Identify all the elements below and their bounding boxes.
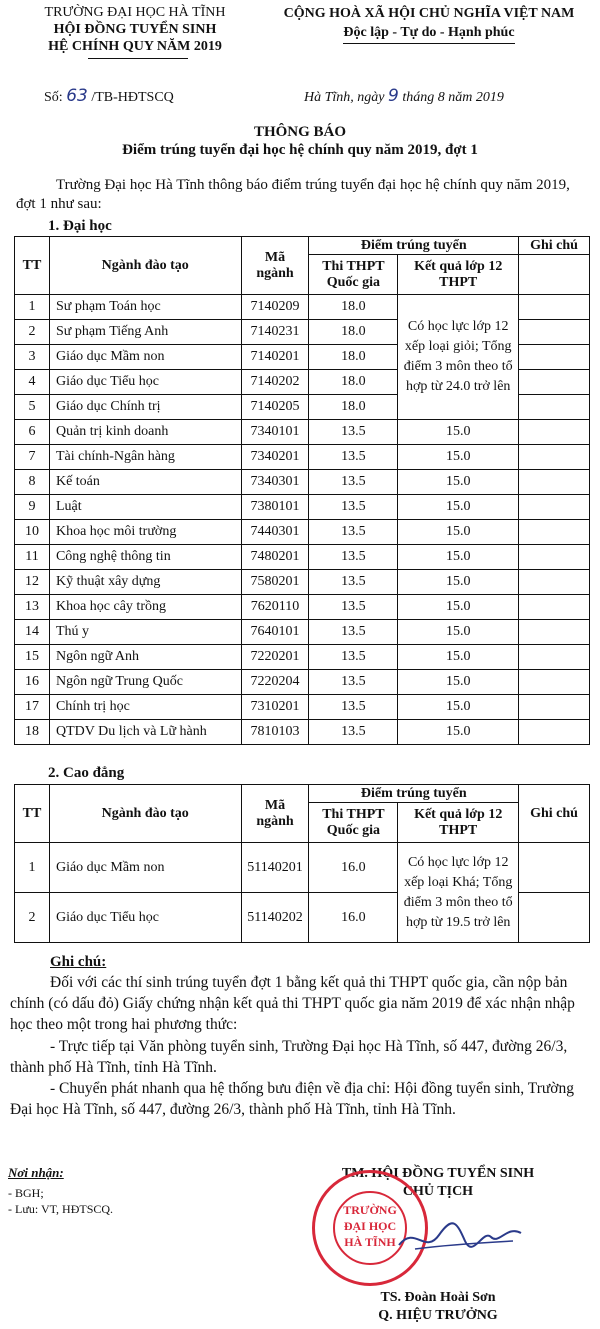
nganh-cell: Kỹ thuật xây dựng [49, 570, 241, 595]
col-ghi-chu-sub [519, 255, 590, 295]
col-nganh: Ngành đào tạo [49, 237, 241, 295]
doc-number-suffix: /TB-HĐTSCQ [91, 90, 174, 105]
nganh-cell: Ngôn ngữ Anh [49, 645, 241, 670]
tt-cell: 6 [15, 420, 50, 445]
nganh-cell: Công nghệ thông tin [49, 545, 241, 570]
ghichu-cell [519, 545, 590, 570]
ketqua-cell: 15.0 [398, 595, 519, 620]
thpt-cell: 13.5 [309, 645, 398, 670]
ghichu-cell [519, 320, 590, 345]
signature-role: CHỦ TỊCH [402, 1184, 474, 1199]
col-diem-trung-tuyen: Điểm trúng tuyển [309, 237, 519, 255]
nganh-cell: Giáo dục Tiểu học [49, 370, 241, 395]
tt-cell: 7 [15, 445, 50, 470]
ma-cell: 7310201 [241, 695, 309, 720]
ketqua-cell: 15.0 [398, 545, 519, 570]
col-ket-qua-lop12: Kết quả lớp 12 THPT [398, 255, 519, 295]
col-ma-nganh: Mã ngành [241, 785, 309, 843]
ketqua-cell: 15.0 [398, 720, 519, 745]
thpt-cell: 16.0 [309, 843, 398, 893]
ghichu-cell [519, 645, 590, 670]
tt-cell: 17 [15, 695, 50, 720]
ma-cell: 7810103 [241, 720, 309, 745]
tt-cell: 10 [15, 520, 50, 545]
document-subtitle: Điểm trúng tuyển đại học hệ chính quy năm 2019, đợt 1 [122, 142, 478, 158]
table-row [15, 670, 590, 695]
col-nganh: Ngành đào tạo [49, 785, 241, 843]
thpt-cell: 13.5 [309, 570, 398, 595]
doc-number-handwritten: 63 [66, 86, 88, 106]
thpt-cell: 13.5 [309, 720, 398, 745]
signer-name: TS. Đoàn Hoài Sơn [380, 1290, 496, 1305]
thpt-cell: 13.5 [309, 520, 398, 545]
ketqua-cell: 15.0 [398, 620, 519, 645]
ghichu-cell [519, 345, 590, 370]
table-row [15, 545, 590, 570]
thpt-cell: 18.0 [309, 320, 398, 345]
section-college-heading: 2. Cao đẳng [48, 765, 125, 781]
ghichu-cell [519, 595, 590, 620]
thpt-cell: 13.5 [309, 595, 398, 620]
tt-cell: 14 [15, 620, 50, 645]
ghichu-cell [519, 695, 590, 720]
table-row [15, 520, 590, 545]
thpt-cell: 13.5 [309, 620, 398, 645]
tt-cell: 18 [15, 720, 50, 745]
tt-cell: 3 [15, 345, 50, 370]
nganh-cell: QTDV Du lịch và Lữ hành [49, 720, 241, 745]
nganh-cell: Giáo dục Mầm non [49, 843, 241, 893]
ketqua-cell: 15.0 [398, 470, 519, 495]
nganh-cell: Giáo dục Mầm non [49, 345, 241, 370]
thpt-cell: 13.5 [309, 670, 398, 695]
council-scope: HỆ CHÍNH QUY NĂM 2019 [48, 39, 222, 54]
ma-cell: 7440301 [241, 520, 309, 545]
ma-cell: 7220204 [241, 670, 309, 695]
tt-cell: 1 [15, 843, 50, 893]
nganh-cell: Khoa học môi trường [49, 520, 241, 545]
ghichu-cell [519, 670, 590, 695]
ma-cell: 7340301 [241, 470, 309, 495]
ghichu-cell [519, 295, 590, 320]
col-diem-trung-tuyen: Điểm trúng tuyển [309, 785, 519, 803]
nation-name: CỘNG HOÀ XÃ HỘI CHỦ NGHĨA VIỆT NAM [283, 6, 575, 21]
ma-cell: 7220201 [241, 645, 309, 670]
recipient-item: - Lưu: VT, HĐTSCQ. [8, 1202, 114, 1216]
ghichu-cell [519, 395, 590, 420]
recipient-item: - BGH; [8, 1186, 44, 1200]
college-scores-table [14, 784, 590, 943]
tt-cell: 2 [15, 893, 50, 943]
ghichu-cell [519, 720, 590, 745]
notes-paragraph-1: Đối với các thí sinh trúng tuyển đợt 1 bằng kết quả thi THPT quốc gia, cần nộp bản chính (có dấu đỏ) Giấy chứng nhận kết quả thi THPT quốc gia năm 2019 để xác nhận nhập học theo một trong hai phương thức: [10, 974, 575, 1033]
table-row [15, 295, 590, 320]
ghichu-cell [519, 370, 590, 395]
ma-cell: 7640101 [241, 620, 309, 645]
tt-cell: 12 [15, 570, 50, 595]
table-row [15, 570, 590, 595]
nganh-cell: Chính trị học [49, 695, 241, 720]
ketqua-cell: 15.0 [398, 445, 519, 470]
ghichu-cell [519, 495, 590, 520]
tt-cell: 15 [15, 645, 50, 670]
ketqua-cell: 15.0 [398, 645, 519, 670]
thpt-cell: 16.0 [309, 893, 398, 943]
document-date [304, 86, 504, 106]
ma-cell: 7620110 [241, 595, 309, 620]
nganh-cell: Ngôn ngữ Trung Quốc [49, 670, 241, 695]
ketqua-cell: 15.0 [398, 495, 519, 520]
tt-cell: 13 [15, 595, 50, 620]
col-thi-thpt: Thi THPT Quốc gia [309, 255, 398, 295]
tt-cell: 1 [15, 295, 50, 320]
stamp-text: HÀ TĨNH [344, 1235, 396, 1249]
national-header [258, 4, 600, 44]
college-merged-note: Có học lực lớp 12 xếp loại Khá; Tổng điểm 3 môn theo tổ hợp từ 19.5 trở lên [398, 843, 519, 943]
col-ket-qua-lop12: Kết quả lớp 12 THPT [398, 803, 519, 843]
tt-cell: 5 [15, 395, 50, 420]
ma-cell: 7380101 [241, 495, 309, 520]
table-row [15, 720, 590, 745]
notes-paragraph-3: - Chuyển phát nhanh qua hệ thống bưu điện về địa chỉ: Hội đồng tuyển sinh, Trường Đại học Hà Tĩnh, số 447, đường 26/3, thành phố Hà Tĩnh, tỉnh Hà Tĩnh. [10, 1080, 574, 1118]
issuer-block [0, 4, 270, 55]
handwritten-signature [395, 1215, 525, 1260]
thpt-cell: 18.0 [309, 345, 398, 370]
nganh-cell: Sư phạm Toán học [49, 295, 241, 320]
tt-cell: 16 [15, 670, 50, 695]
nganh-cell: Sư phạm Tiếng Anh [49, 320, 241, 345]
doc-number-label: Số: [44, 90, 63, 105]
col-ghi-chu: Ghi chú [519, 785, 590, 843]
nganh-cell: Quản trị kinh doanh [49, 420, 241, 445]
ketqua-cell: 15.0 [398, 420, 519, 445]
table-row [15, 470, 590, 495]
tt-cell: 8 [15, 470, 50, 495]
col-ghi-chu: Ghi chú [519, 237, 590, 255]
ma-cell: 7140209 [241, 295, 309, 320]
table-row [15, 695, 590, 720]
ghichu-cell [519, 520, 590, 545]
council-name: HỘI ĐỒNG TUYỂN SINH [53, 22, 217, 37]
thpt-cell: 13.5 [309, 420, 398, 445]
nganh-cell: Luật [49, 495, 241, 520]
ma-cell: 51140202 [241, 893, 309, 943]
ma-cell: 7140201 [241, 345, 309, 370]
date-suffix: tháng 8 năm 2019 [402, 90, 504, 105]
ma-cell: 7140205 [241, 395, 309, 420]
issuer-underline [88, 58, 188, 59]
section-university-heading: 1. Đại học [48, 218, 112, 234]
nganh-cell: Khoa học cây trồng [49, 595, 241, 620]
ghichu-cell [519, 470, 590, 495]
thpt-cell: 13.5 [309, 545, 398, 570]
ghichu-cell [519, 620, 590, 645]
date-prefix: Hà Tĩnh, ngày [304, 90, 385, 105]
table-row [15, 445, 590, 470]
national-motto: Độc lập - Tự do - Hạnh phúc [343, 23, 514, 44]
tt-cell: 4 [15, 370, 50, 395]
ma-cell: 7340201 [241, 445, 309, 470]
tt-cell: 2 [15, 320, 50, 345]
ghichu-cell [519, 843, 590, 893]
table-row [15, 645, 590, 670]
col-ma-nganh: Mã ngành [241, 237, 309, 295]
col-thi-thpt: Thi THPT Quốc gia [309, 803, 398, 843]
recipients-heading: Nơi nhận: [8, 1165, 64, 1180]
ketqua-cell: 15.0 [398, 695, 519, 720]
table-row [15, 495, 590, 520]
thpt-cell: 13.5 [309, 695, 398, 720]
table-row [15, 620, 590, 645]
nganh-cell: Giáo dục Tiểu học [49, 893, 241, 943]
tt-cell: 11 [15, 545, 50, 570]
nganh-cell: Thú y [49, 620, 241, 645]
table-row [15, 595, 590, 620]
ma-cell: 7140231 [241, 320, 309, 345]
university-scores-table [14, 236, 590, 745]
thpt-cell: 18.0 [309, 295, 398, 320]
thpt-cell: 18.0 [309, 395, 398, 420]
notes-paragraph-2: - Trực tiếp tại Văn phòng tuyển sinh, Trường Đại học Hà Tĩnh, số 447, đường 26/3, thành phố Hà Tĩnh, tỉnh Hà Tĩnh. [10, 1038, 568, 1076]
thpt-cell: 13.5 [309, 495, 398, 520]
ghichu-cell [519, 445, 590, 470]
ketqua-cell: 15.0 [398, 670, 519, 695]
ghichu-cell [519, 893, 590, 943]
ma-cell: 51140201 [241, 843, 309, 893]
ketqua-cell: 15.0 [398, 520, 519, 545]
ketqua-cell: 15.0 [398, 570, 519, 595]
date-day-handwritten: 9 [388, 86, 399, 106]
stamp-text: TRƯỜNG [343, 1203, 397, 1217]
signature-title: TM. HỘI ĐỒNG TUYỂN SINH [341, 1166, 535, 1181]
notes-heading: Ghi chú: [50, 954, 107, 970]
nganh-cell: Tài chính-Ngân hàng [49, 445, 241, 470]
tt-cell: 9 [15, 495, 50, 520]
document-title: THÔNG BÁO [253, 124, 347, 140]
nganh-cell: Giáo dục Chính trị [49, 395, 241, 420]
stamp-text: ĐẠI HỌC [343, 1219, 397, 1233]
intro-paragraph: Trường Đại học Hà Tĩnh thông báo điểm trúng tuyển đại học hệ chính quy năm 2019, đợt 1 như sau: [16, 177, 570, 212]
ma-cell: 7340101 [241, 420, 309, 445]
ma-cell: 7140202 [241, 370, 309, 395]
ghichu-cell [519, 420, 590, 445]
thpt-cell: 13.5 [309, 470, 398, 495]
ma-cell: 7580201 [241, 570, 309, 595]
thpt-cell: 18.0 [309, 370, 398, 395]
col-tt: TT [15, 237, 50, 295]
col-tt: TT [15, 785, 50, 843]
document-number [44, 86, 174, 106]
nganh-cell: Kế toán [49, 470, 241, 495]
university-name: TRƯỜNG ĐẠI HỌC HÀ TĨNH [44, 5, 226, 20]
ma-cell: 7480201 [241, 545, 309, 570]
thpt-cell: 13.5 [309, 445, 398, 470]
signer-position: Q. HIỆU TRƯỞNG [378, 1308, 498, 1323]
ghichu-cell [519, 570, 590, 595]
university-merged-note: Có học lực lớp 12 xếp loại giỏi; Tổng điểm 3 môn theo tổ hợp từ 24.0 trở lên [398, 295, 519, 420]
table-row [15, 420, 590, 445]
